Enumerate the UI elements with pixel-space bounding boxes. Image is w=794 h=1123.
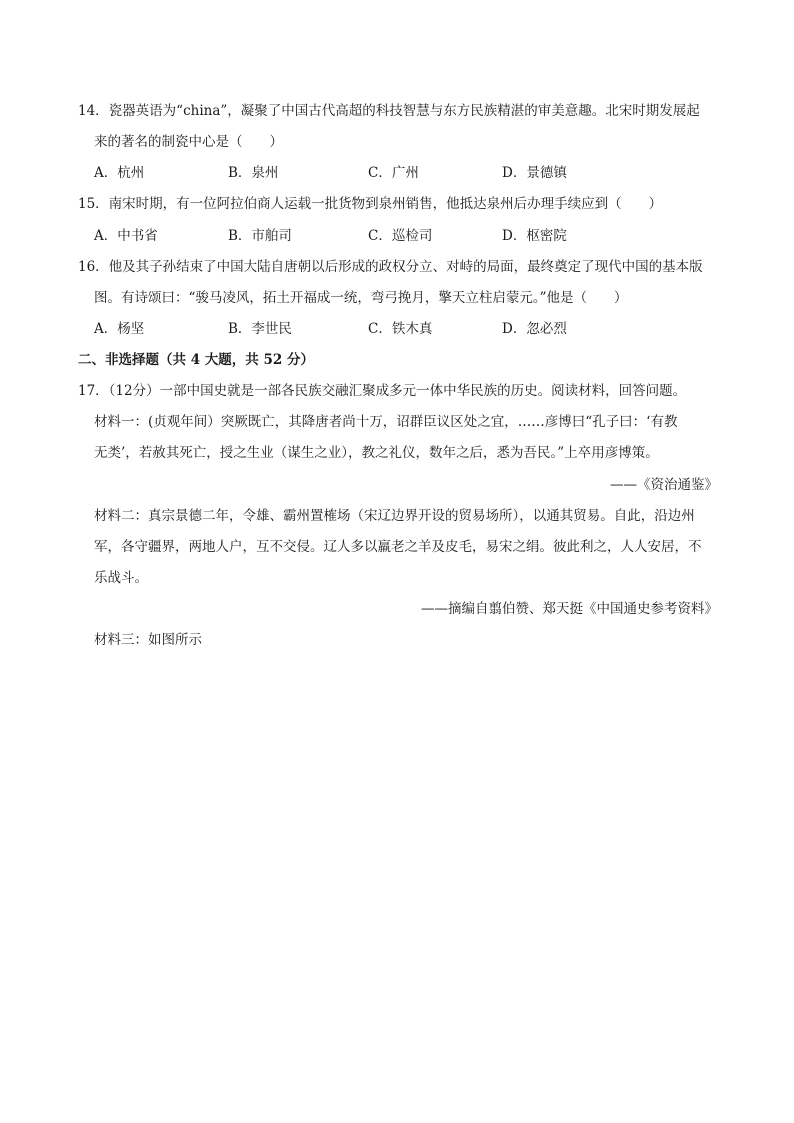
q17-material1-source: ——《资治通鉴》: [610, 477, 718, 493]
q17-intro: 17．（12分）一部中国史就是一部各民族交融汇聚成多元一体中华民族的历史。阅读材料，回答问题。: [78, 383, 687, 399]
q17-material2-line3: 乐战斗。: [94, 570, 148, 586]
q17-material2-source: ——摘编自翦伯赞、郑天挺《中国通史参考资料》: [421, 601, 718, 617]
q14-stem-line1: 14．瓷器英语为“china”，凝聚了中国古代高超的科技智慧与东方民族精湛的审美意趣。北宋时期发展起: [78, 103, 700, 119]
q16-stem-line2: 图。有诗颂曰：“骏马凌风，拓土开福成一统，弯弓挽月，擎天立柱启蒙元。”他是（ ）: [94, 290, 628, 306]
q17-material1-line1: 材料一：(贞观年间）突厥既亡，其降唐者尚十万，诏群臣议区处之宜，……彦博曰“孔子曰：‘有教: [94, 414, 678, 430]
q16-option-b[interactable]: B．李世民: [228, 321, 292, 337]
section2-title: 二、非选择题（共 4 大题，共 52 分）: [78, 352, 314, 368]
q15-option-a[interactable]: A．中书省: [94, 228, 158, 244]
q17-material2-line2: 军，各守疆界，两地人户，互不交侵。辽人多以羸老之羊及皮毛，易宋之绢。彼此利之，人人安居，不: [94, 539, 702, 555]
q14-option-a[interactable]: A．杭州: [94, 165, 145, 181]
q16-option-d[interactable]: D．忽必烈: [502, 321, 567, 337]
q14-stem-line2: 来的著名的制瓷中心是（ ）: [94, 134, 283, 150]
q15-option-c[interactable]: C．巡检司: [368, 228, 433, 244]
q16-option-c[interactable]: C．铁木真: [368, 321, 433, 337]
q17-material2-line1: 材料二：真宗景德二年，令雄、霸州置榷场（宋辽边界开设的贸易场所），以通其贸易。自此，沿边州: [94, 508, 695, 524]
q14-option-b[interactable]: B．泉州: [228, 165, 279, 181]
q16-stem-line1: 16．他及其子孙结束了中国大陆自唐朝以后形成的政权分立、对峙的局面，最终奠定了现代中国的基本版: [78, 259, 703, 275]
q16-option-a[interactable]: A．杨坚: [94, 321, 145, 337]
q14-option-c[interactable]: C．广州: [368, 165, 419, 181]
q15-option-d[interactable]: D．枢密院: [502, 228, 567, 244]
q15-stem-line1: 15．南宋时期，有一位阿拉伯商人运载一批货物到泉州销售，他抵达泉州后办理手续应到（ ）: [78, 196, 663, 212]
q17-material3: 材料三：如图所示: [94, 632, 202, 648]
q15-option-b[interactable]: B．市舶司: [228, 228, 292, 244]
q14-option-d[interactable]: D．景德镇: [502, 165, 567, 181]
q17-material1-line2: 无类’，若赦其死亡，授之生业（谋生之业），教之礼仪，数年之后，悉为吾民。”上卒用彦博策。: [94, 445, 659, 461]
